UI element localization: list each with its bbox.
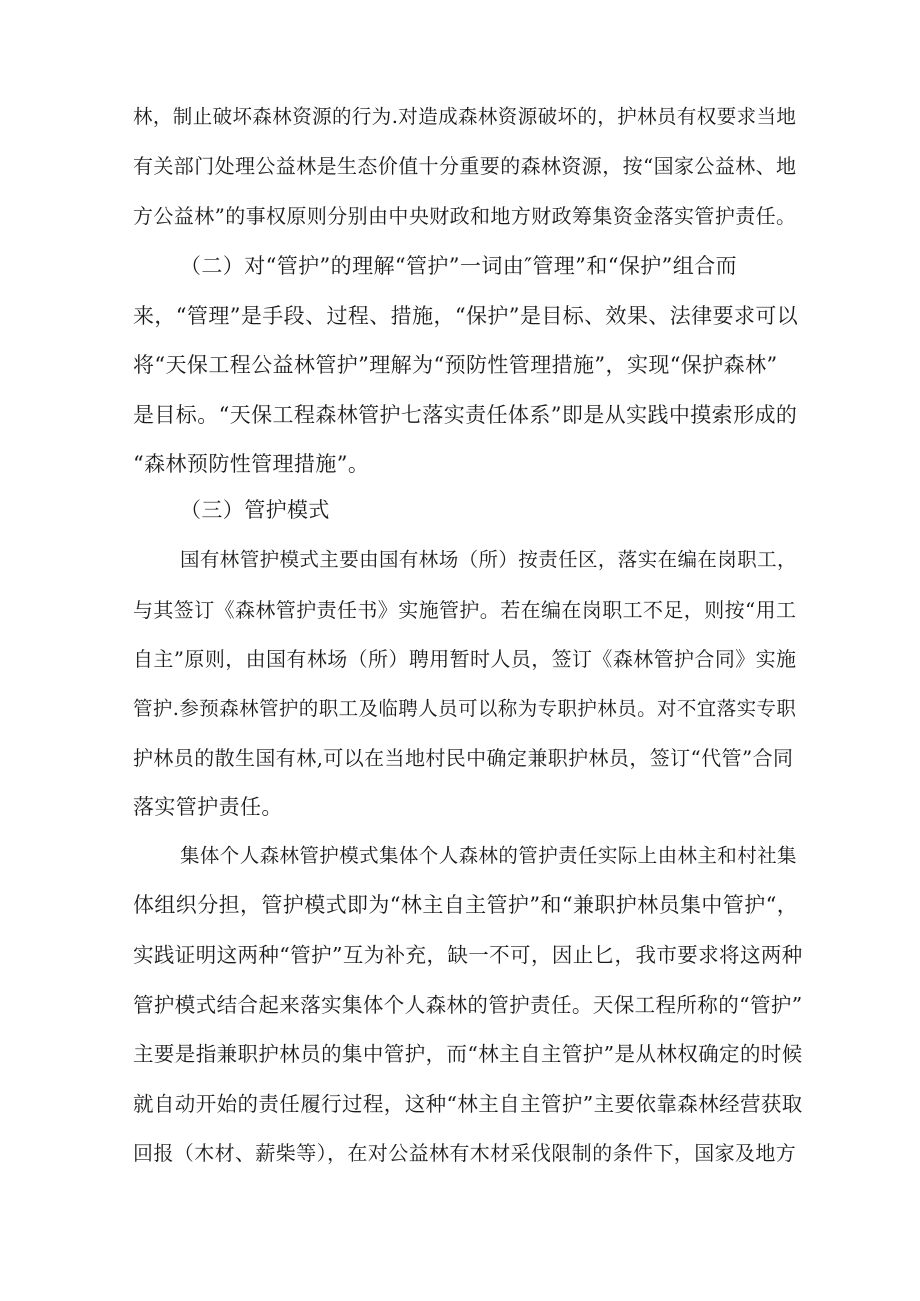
text-line: 回报（木材、薪柴等），在对公益林有木材采伐限制的条件下，国家及地方 [133, 1141, 797, 1165]
text-line: 护林员的散生国有林,可以在当地村民中确定兼职护林员，签订“代管”合同 [133, 746, 794, 770]
text-line: 是目标。“天保工程森林管护七落实责任体系”即是从实践中摸索形成的 [133, 403, 798, 427]
text-line: 林，制止破坏森林资源的行为.对造成森林资源破坏的，护林员有权要求当地 [133, 105, 797, 128]
text-line: 自主”原则，由国有林场（所）聘用暂时人员，签订《森林管护合同》实施 [133, 647, 797, 671]
text-line: （二）对“管护”的理解“管护”一词由″管理”和“保护”组合而 [180, 254, 737, 278]
text-line: 落实管护责任。 [133, 795, 283, 819]
text-line: 实践证明这两种“管护”互为补充，缺一不可，因止匕，我市要求将这两种 [133, 943, 803, 967]
text-line: 集体个人森林管护模式集体个人森林的管护责任实际上由林主和村社集 [180, 844, 797, 867]
text-line: 管护.参预森林管护的职工及临聘人员可以称为专职护林员。对不宜落实专职 [133, 697, 797, 720]
text-line: 来，“管理”是手段、过程、措施，“保护”是目标、效果、法律要求可以 [133, 304, 799, 328]
text-line: 将“天保工程公益林管护”理解为“预防性管理措施”，实现“保护森林” [133, 353, 778, 377]
section-heading: （三）管护模式 [180, 498, 330, 522]
text-line: 有关部门处理公益林是生态价值十分重要的森林资源，按“国家公益林、地 [133, 154, 797, 178]
text-line: 与其签订《森林管护责任书》实施管护。若在编在岗职工不足，则按“用工 [133, 598, 797, 622]
text-line: 主要是指兼职护林员的集中管护，而“林主自主管护”是从林权确定的时候 [133, 1042, 803, 1066]
text-line: 体组织分担，管护模式即为“林主自主管护”和“兼职护林员集中管护“， [133, 893, 799, 917]
text-line: 管护模式结合起来落实集体个人森林的管护责任。天保工程所称的“管护” [133, 993, 803, 1017]
text-line: 方公益林”的事权原则分别由中央财政和地方财政筹集资金落实管护责任。 [133, 204, 797, 228]
text-line: 就自动开始的责任履行过程，这种“林主自主管护”主要依靠森林经营获取 [133, 1092, 803, 1116]
text-line: 国有林管护模式主要由国有林场（所）按责任区，落实在编在岗职工， [180, 548, 797, 571]
text-line: “森林预防性管理措施”。 [133, 452, 370, 476]
